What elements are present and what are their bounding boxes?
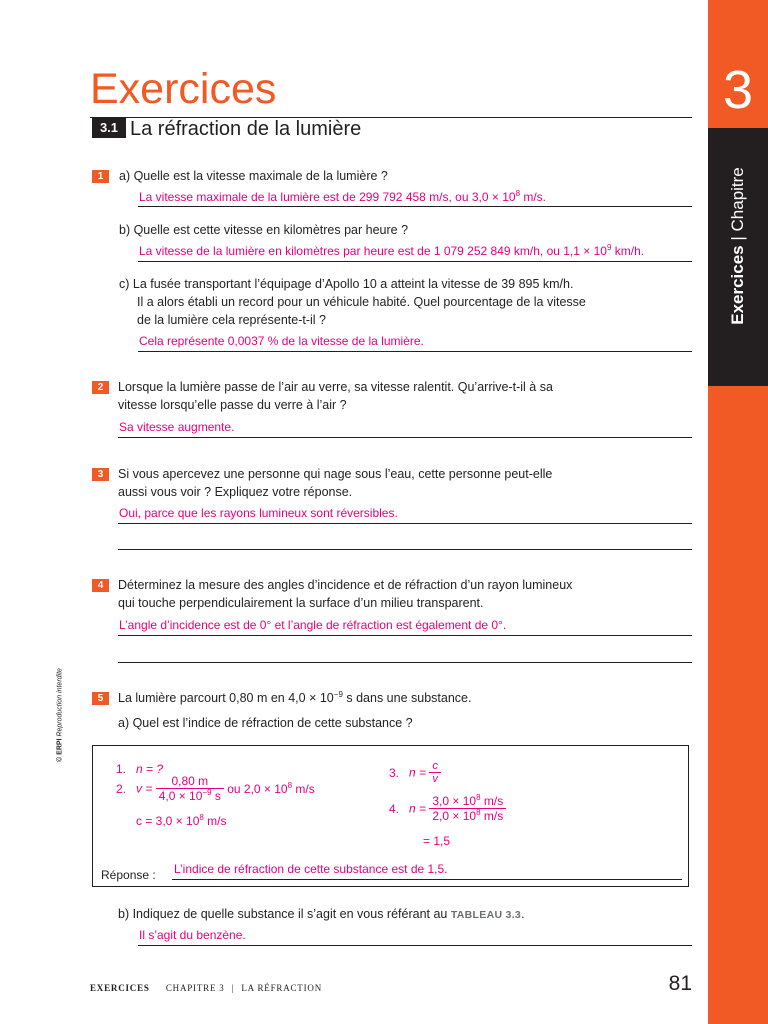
box-line4-frac-den-text: 2,0 × 10 xyxy=(432,809,477,823)
box-line2-num: 2. xyxy=(116,781,127,796)
q1c-question-line1: c) La fusée transportant l’équipage d’Apollo 10 a atteint la vitesse de 39 895 km/h. xyxy=(119,277,574,291)
q4-answer-line-2 xyxy=(118,662,692,663)
q4-answer-line-1 xyxy=(118,635,692,636)
footer-separator: | xyxy=(231,983,235,993)
copyright-text: Reproduction interdite xyxy=(56,668,64,737)
q1c-answer-line xyxy=(138,351,692,352)
q5b-question-text: b) Indiquez de quelle substance il s’agit en vous référant au xyxy=(118,907,451,921)
q4-question-line2: qui touche perpendiculairement la surface d’un milieu transparent. xyxy=(118,596,484,610)
footer-chapitre: CHAPITRE 3 xyxy=(165,983,225,993)
box-line2-fraction xyxy=(156,774,224,803)
box-line2-frac-den-exp: −9 xyxy=(202,788,212,797)
q2-answer: Sa vitesse augmente. xyxy=(119,420,235,434)
chapter-number: 3 xyxy=(722,60,754,120)
q1b-question: b) Quelle est cette vitesse en kilomètres par heure ? xyxy=(119,223,409,237)
box-line5: = 1,5 xyxy=(423,834,451,848)
q2-question-line1: Lorsque la lumière passe de l’air au verre, sa vitesse ralentit. Qu’arrive-t-il à sa xyxy=(118,380,553,394)
footer-topic: LA RÉFRACTION xyxy=(241,983,322,993)
q5b-question-end: . xyxy=(521,907,525,921)
box-line2-c xyxy=(136,813,227,829)
q5-intro xyxy=(118,690,471,707)
q1a-answer xyxy=(139,189,546,205)
section-title: La réfraction de la lumière xyxy=(130,118,362,140)
box-line3-fraction xyxy=(429,760,441,785)
box-line4-frac-num-unit: m/s xyxy=(480,794,504,808)
q1b-answer-text: La vitesse de la lumière en kilomètres par heure est de 1 079 252 849 km/h, ou 1,1 × 10 xyxy=(139,244,607,258)
footer-exercices: EXERCICES xyxy=(90,983,150,993)
q5-intro-end: s dans une substance. xyxy=(342,691,472,705)
sidebar-label-sep: | xyxy=(728,231,747,246)
box-line4-frac-num-text: 3,0 × 10 xyxy=(432,794,477,808)
box-line3-num: 3. xyxy=(389,765,400,780)
box-line4-frac-den xyxy=(429,809,506,823)
box-line4-frac-num-exp: 8 xyxy=(476,793,481,802)
q3-question-line1: Si vous apercevez une personne qui nage sous l’eau, cette personne peut-elle xyxy=(118,467,553,481)
q3-answer-line-1 xyxy=(118,523,692,524)
box-line2-or-text: ou 2,0 × 10 xyxy=(227,781,288,796)
q1a-answer-text: La vitesse maximale de la lumière est de 299 792 458 m/s, ou 3,0 × 10 xyxy=(139,190,516,204)
q5a-question: a) Quel est l’indice de réfraction de cette substance ? xyxy=(118,716,413,730)
response-label: Réponse : xyxy=(101,868,156,882)
box-line2-or-exp: 8 xyxy=(287,780,293,790)
q1a-answer-line xyxy=(138,206,692,207)
box-line2-frac-den-text: 4,0 × 10 xyxy=(158,789,203,803)
box-line2-frac-den-unit: s xyxy=(211,789,221,803)
question-number-2: 2 xyxy=(92,381,109,394)
q2-answer-line xyxy=(118,437,692,438)
response-line xyxy=(172,879,682,880)
section-number: 3.1 xyxy=(92,118,126,138)
box-line4-var: n = xyxy=(409,801,427,816)
box-line3-frac-num: c xyxy=(429,760,441,773)
footer-running-head xyxy=(90,983,322,993)
box-line2-frac-den xyxy=(156,789,224,803)
q5-intro-text: La lumière parcourt 0,80 m en 4,0 × 10 xyxy=(118,691,334,705)
q2-question-line2: vitesse lorsqu’elle passe du verre à l’air ? xyxy=(118,398,347,412)
box-line2-var: v = xyxy=(136,781,153,796)
q1c-answer: Cela représente 0,0037 % de la vitesse de la lumière. xyxy=(139,334,424,348)
q5b-answer-line xyxy=(138,945,692,946)
q4-question-line1: Déterminez la mesure des angles d’incidence et de réfraction d’un rayon lumineux xyxy=(118,578,573,592)
box-line4-frac-num xyxy=(429,794,506,809)
q5b-answer: Il s’agit du benzène. xyxy=(139,928,246,942)
page-number: 81 xyxy=(668,972,692,995)
q1b-answer xyxy=(139,243,644,259)
box-line4-frac-den-unit: m/s xyxy=(480,809,504,823)
q3-question-line2: aussi vous voir ? Expliquez votre réponse. xyxy=(118,485,353,499)
q1b-answer-line xyxy=(138,261,692,262)
box-line4-num: 4. xyxy=(389,801,400,816)
box-line3-var: n = xyxy=(409,765,427,780)
box-line2-or-unit: m/s xyxy=(292,781,315,796)
sidebar-label-bold: Exercices xyxy=(728,245,747,325)
box-line4 xyxy=(389,794,506,823)
copyright-mark: © ERPI xyxy=(56,738,64,762)
question-number-4: 4 xyxy=(92,579,109,592)
box-line4-frac-den-exp: 8 xyxy=(476,808,481,817)
q1a-answer-exp: 8 xyxy=(515,189,521,198)
box-line4-fraction xyxy=(429,794,506,823)
box-line3-frac-den: v xyxy=(432,773,438,785)
box-line1-num: 1. xyxy=(116,762,127,776)
question-number-3: 3 xyxy=(92,468,109,481)
response-answer: L’indice de réfraction de cette substance est de 1,5. xyxy=(174,862,448,876)
box-line2-frac-num: 0,80 m xyxy=(156,774,224,789)
q1c-question-line2: Il a alors établi un record pour un véhicule habité. Quel pourcentage de la vitesse xyxy=(137,295,586,309)
box-line1-text: n = ? xyxy=(136,762,164,776)
sidebar-label-light: Chapitre xyxy=(728,167,747,232)
q1b-answer-exp: 9 xyxy=(606,243,612,252)
box-line2 xyxy=(116,774,315,803)
box-line3 xyxy=(389,760,441,785)
box-line2-c-text: c = 3,0 × 10 xyxy=(136,814,200,828)
q5-intro-exp: −9 xyxy=(333,689,343,699)
q1a-answer-unit: m/s. xyxy=(520,190,547,204)
q5b-question xyxy=(118,906,525,924)
question-number-1: 1 xyxy=(92,170,109,183)
q4-answer: L’angle d’incidence est de 0° et l’angle de réfraction est également de 0°. xyxy=(119,618,507,632)
q1a-question: a) Quelle est la vitesse maximale de la lumière ? xyxy=(119,169,388,183)
box-line2-or xyxy=(227,782,315,796)
box-line2-c-exp: 8 xyxy=(199,813,204,822)
q1c-question-line3: de la lumière cela représente-t-il ? xyxy=(137,313,326,327)
box-line2-c-unit: m/s xyxy=(203,814,227,828)
question-number-5: 5 xyxy=(92,692,109,705)
q5b-table-ref: TABLEAU 3.3 xyxy=(450,909,522,921)
page-title: Exercices xyxy=(90,65,277,113)
q1b-answer-unit: km/h. xyxy=(611,244,645,258)
q3-answer-line-2 xyxy=(118,549,692,550)
q3-answer: Oui, parce que les rayons lumineux sont réversibles. xyxy=(119,506,398,520)
